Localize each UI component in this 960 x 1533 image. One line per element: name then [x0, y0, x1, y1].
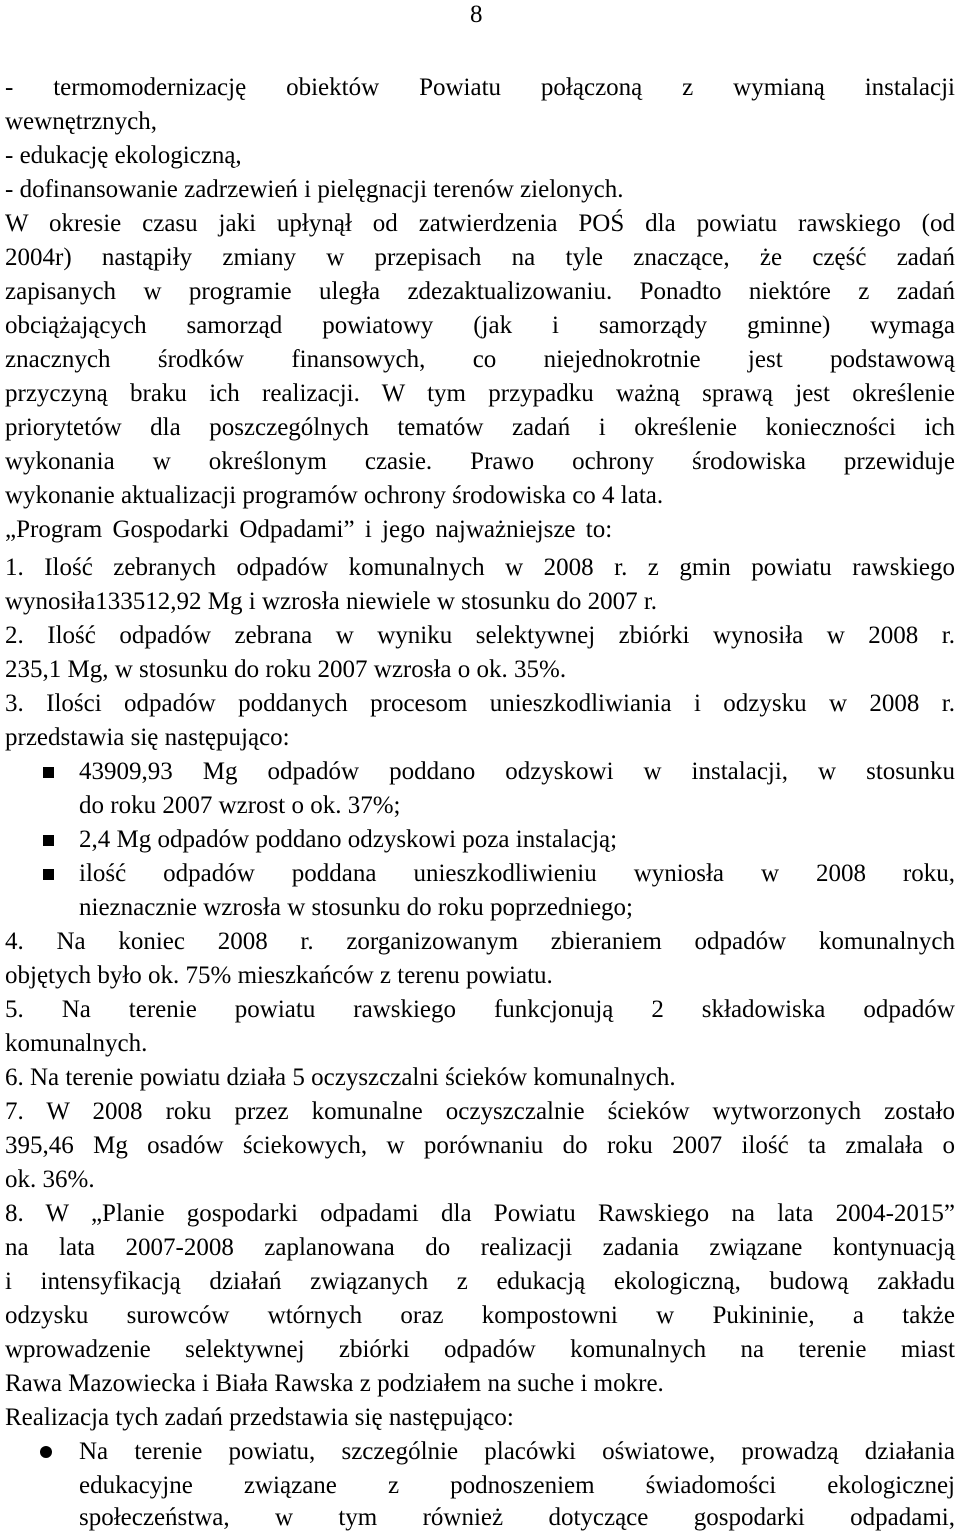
text-line: 395,46 Mg osadów ściekowych, w porównaniu do roku 2007 ilość ta zmalała o [5, 1132, 955, 1159]
text-line: ok. 36%. [5, 1166, 95, 1193]
text-line: obciążających samorząd powiatowy (jak i samorządy gminne) wymaga [5, 312, 955, 339]
list-item-continuation: do roku 2007 wzrost o ok. 37%; [79, 792, 401, 819]
list-item-continuation: edukacyjne związane z podnoszeniem świadomości ekologicznej [79, 1472, 955, 1499]
text-line: znacznych środków finansowych, co niejednokrotnie jest podstawową [5, 346, 955, 373]
text-line: komunalnych. [5, 1030, 148, 1057]
text-line: wykonania w określonym czasie. Prawo ochrony środowiska przewiduje [5, 448, 955, 475]
text-line: 6. Na terenie powiatu działa 5 oczyszczalni ścieków komunalnych. [5, 1064, 676, 1091]
text-line: przyczyną braku ich realizacji. W tym przypadku ważną sprawą jest określenie [5, 380, 955, 407]
text-line: wprowadzenie selektywnej zbiórki odpadów komunalnych na terenie miast [5, 1336, 955, 1363]
list-item-continuation: nieznacznie wzrosła w stosunku do roku poprzedniego; [79, 894, 634, 921]
text-line: - edukację ekologiczną, [5, 142, 242, 169]
text-line: wykonanie aktualizacji programów ochrony środowiska co 4 lata. [5, 482, 664, 509]
text-line: Realizacja tych zadań przedstawia się następująco: [5, 1404, 514, 1431]
text-line: - dofinansowanie zadrzewień i pielęgnacji terenów zielonych. [5, 176, 624, 203]
text-line: 4. Na koniec 2008 r. zorganizowanym zbieraniem odpadów komunalnych [5, 928, 955, 955]
round-bullet-icon [40, 1446, 52, 1458]
text-line: 1. Ilość zebranych odpadów komunalnych w 2008 r. z gmin powiatu rawskiego [5, 554, 955, 581]
text-line: na lata 2007-2008 zaplanowana do realizacji zadania związane kontynuacją [5, 1234, 955, 1261]
text-line: 2004r) nastąpiły zmiany w przepisach na tyle znaczące, że część zadań [5, 244, 955, 271]
text-line: 7. W 2008 roku przez komunalne oczyszczalnie ścieków wytworzonych zostało [5, 1098, 955, 1125]
text-line: wewnętrznych, [5, 108, 158, 135]
text-line: W okresie czasu jaki upłynął od zatwierdzenia POŚ dla powiatu rawskiego (od [5, 210, 955, 237]
page-number: 8 [470, 1, 483, 28]
text-line: 8. W „Planie gospodarki odpadami dla Powiatu Rawskiego na lata 2004-2015” [5, 1200, 955, 1227]
list-item: ilość odpadów poddana unieszkodliwieniu wyniosła w 2008 roku, [79, 860, 955, 887]
text-line: przedstawia się następująco: [5, 724, 290, 751]
text-line: 235,1 Mg, w stosunku do roku 2007 wzrosła o ok. 35%. [5, 656, 567, 683]
square-bullet-icon [43, 767, 54, 778]
list-item: Na terenie powiatu, szczególnie placówki oświatowe, prowadzą działania [79, 1438, 955, 1465]
section-heading: „Program Gospodarki Odpadami” i jego najważniejsze to: [5, 516, 613, 543]
text-line: priorytetów dla poszczególnych tematów zadań i określenie konieczności ich [5, 414, 955, 441]
square-bullet-icon [43, 835, 54, 846]
text-line: odzysku surowców wtórnych oraz kompostowni w Pukininie, a także [5, 1302, 955, 1329]
list-item: 2,4 Mg odpadów poddano odzyskowi poza instalacją; [79, 826, 618, 853]
text-line: i intensyfikacją działań związanych z edukacją ekologiczną, budową zakładu [5, 1268, 955, 1295]
square-bullet-icon [43, 869, 54, 880]
text-line: 2. Ilość odpadów zebrana w wyniku selektywnej zbiórki wynosiła w 2008 r. [5, 622, 955, 649]
text-line: 5. Na terenie powiatu rawskiego funkcjonują 2 składowiska odpadów [5, 996, 955, 1023]
text-line: wynosiła133512,92 Mg i wzrosła niewiele w stosunku do 2007 r. [5, 588, 658, 615]
text-line: Rawa Mazowiecka i Biała Rawska z podziałem na suche i mokre. [5, 1370, 664, 1397]
text-line: objętych było ok. 75% mieszkańców z terenu powiatu. [5, 962, 553, 989]
list-item-continuation: społeczeństwa, w tym również dotyczące gospodarki odpadami, [79, 1504, 955, 1531]
text-line: zapisanych w programie uległa zdezaktualizowaniu. Ponadto niektóre z zadań [5, 278, 955, 305]
list-item: 43909,93 Mg odpadów poddano odzyskowi w instalacji, w stosunku [79, 758, 955, 785]
text-line: 3. Ilości odpadów poddanych procesom unieszkodliwiania i odzysku w 2008 r. [5, 690, 955, 717]
text-line: - termomodernizację obiektów Powiatu połączoną z wymianą instalacji [5, 74, 955, 101]
